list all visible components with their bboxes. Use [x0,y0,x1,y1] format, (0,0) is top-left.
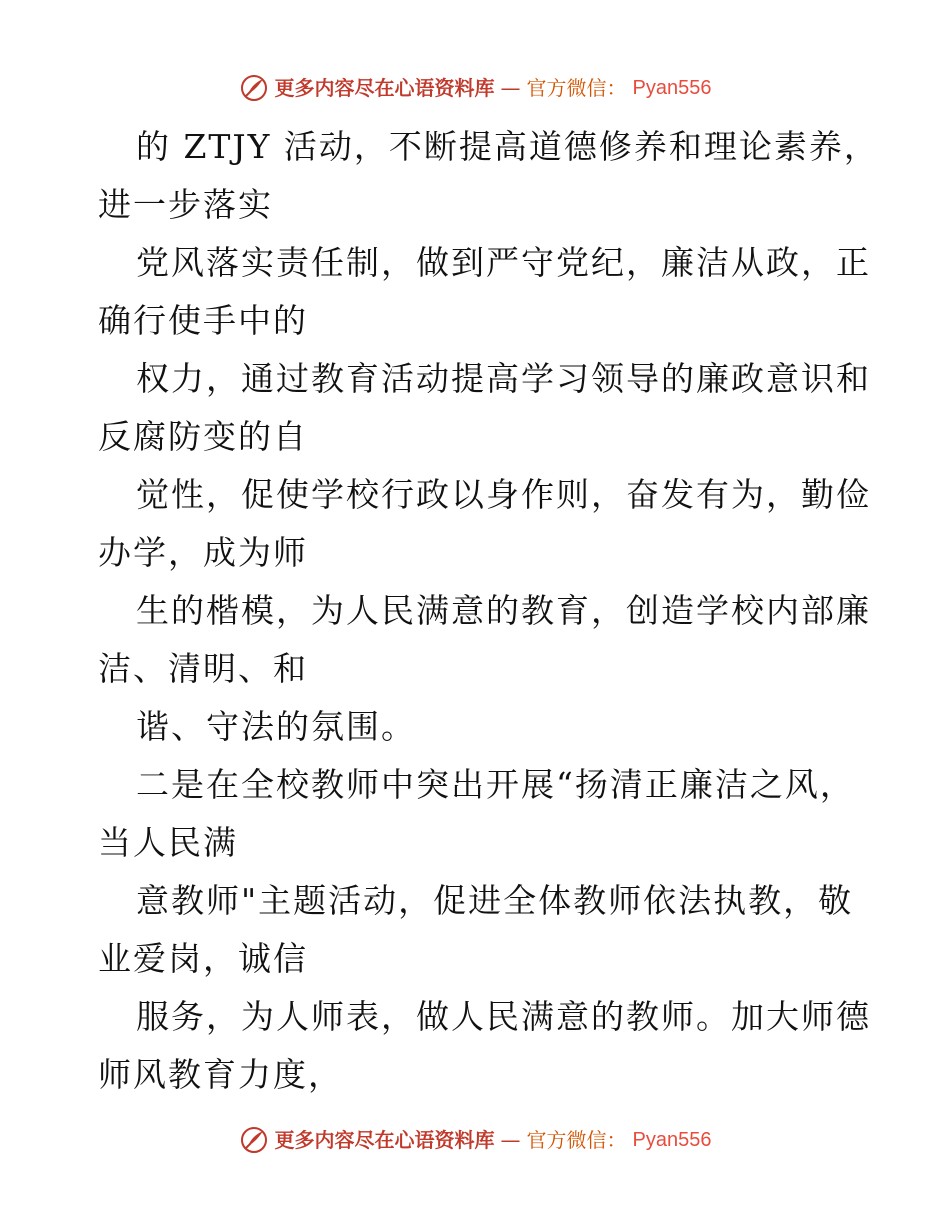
body-text-line: 业爱岗，诚信 [98,939,308,978]
watermark-dash: — [500,76,521,100]
body-text-line: 觉性，促使学校行政以身作则，奋发有为，勤俭 [136,475,871,514]
feather-logo-icon [239,1125,269,1155]
body-text-line: 党风落实责任制，做到严守党纪，廉洁从政，正 [136,243,871,282]
body-text-line: 谐、守法的氛围。 [136,707,416,746]
body-text-line: 反腐防变的自 [98,417,308,456]
document-body [98,118,879,1104]
body-text-line: 的 ZTJY 活动，不断提高道德修养和理论素养， [136,127,879,166]
watermark-wechat-id: Pyan556 [632,1129,712,1151]
body-text-line: 二是在全校教师中突出开展“扬清正廉洁之风， [136,765,855,804]
watermark-site-text: 更多内容尽在心语资料库 [274,76,495,100]
watermark-wechat-id: Pyan556 [632,77,712,99]
body-text-line: 服务，为人师表，做人民满意的教师。加大师德 [136,997,871,1036]
watermark-dash: — [500,1128,521,1152]
body-text-line: 意教师"主题活动，促进全体教师依法执教，敬 [136,881,854,920]
body-text-line: 进一步落实 [98,185,273,224]
body-text-line: 办学，成为师 [98,533,308,572]
feather-logo-icon [239,73,269,103]
footer-watermark [0,1125,950,1155]
header-watermark [0,73,950,103]
watermark-official-label: 官方微信： [526,76,627,100]
body-text-line: 师风教育力度， [98,1055,343,1094]
watermark-site-text: 更多内容尽在心语资料库 [274,1128,495,1152]
body-text-line: 生的楷模，为人民满意的教育，创造学校内部廉 [136,591,871,630]
body-text-line: 洁、清明、和 [98,649,308,688]
body-text-line: 权力，通过教育活动提高学习领导的廉政意识和 [136,359,871,398]
body-text-line: 确行使手中的 [98,301,308,340]
watermark-official-label: 官方微信： [526,1128,627,1152]
body-text-line: 当人民满 [98,823,238,862]
